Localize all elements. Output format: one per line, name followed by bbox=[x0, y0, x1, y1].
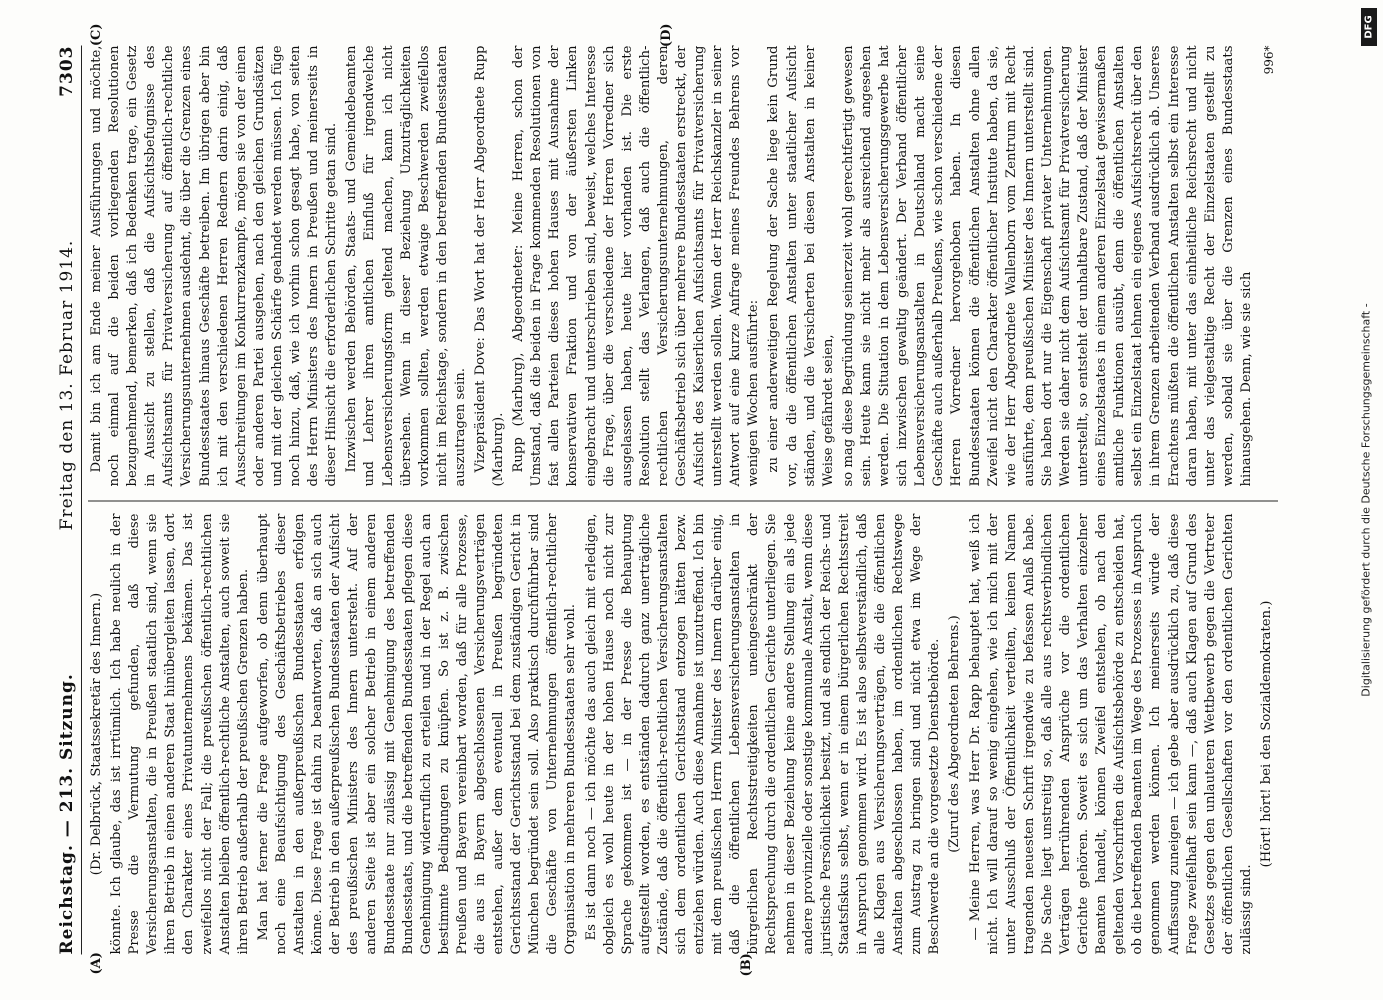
paragraph: Damit bin ich am Ende meiner Ausführungen und möchte, noch einmal auf die beiden vorliegenden Resolutionen bezugnehmend, bemerken, daß ich Bedenken trage, ein Gesetz in Aussicht zu stellen, daß die Aufsichtsbefugnisse des Aufsichtsamts für Privatversicherung auf öffentlich-rechtliche Versicherungsunternehmen ausdehnt, die über die Grenzen eines Bundesstaates hinaus Geschäfte betreiben. Im übrigen aber bin ich mit den verschiedenen Herren Rednern darin einig, daß Ausschreitungen im Konkurrenzkampfe, mögen sie von der einen oder anderen Partei ausgehen, nach den gleichen Grundsätzen und mit der gleichen Schärfe geahndet werden müssen. Ich füge noch hinzu, daß, wie ich vorhin schon gesagt habe, von seiten des Herrn Ministers des Innern in Preußen und meinerseits in dieser Hinsicht die erforderlichen Schritte getan sind. bbox=[88, 45, 339, 487]
paragraph: Inzwischen werden Behörden, Staats- und Gemeindebeamten und Lehrer ihren amtlichen Einfluß für irgendwelche Lebensversicherungsform geltend machen, kann ich nicht übersehen. Wenn in dieser Beziehung Unzuträglichkeiten vorkommen sollten, werden etwaige Beschwerden zweifellos nicht im Reichstage, sondern in den betreffenden Bundesstaaten auszutragen sein. bbox=[343, 45, 468, 487]
signature-mark: 996* bbox=[1261, 45, 1276, 75]
margin-mark-d: (D) bbox=[658, 23, 674, 48]
left-column bbox=[88, 501, 1278, 977]
margin-mark-c: (C) bbox=[88, 23, 104, 47]
paragraph: Rupp (Marburg), Abgeordneter: Meine Herren, schon der Umstand, daß die beiden in Frage kommenden Resolutionen von fast allen Parteien dieses hohen Hauses mit Ausnahme der konservativen Fraktion und von der äußersten Linken eingebracht und unterschrieben sind, beweist, welches Interesse die Frage, über die verschiedene der Herren Vorredner sich ausgelassen haben, heute hier vorhanden ist. Die erste Resolution stellt das Verlangen, daß auch die öffentlich-rechtlichen Versicherungsunternehmungen, deren Geschäftsbetrieb sich über mehrere Bundesstaaten erstreckt, der Aufsicht des Kaiserlichen Aufsichtsamts für Privatversicherung unterstellt werden sollen. Wenn der Herr Reichskanzler in seiner Antwort auf eine kurze Anfrage meines Freundes Behrens vor wenigen Wochen ausführte: bbox=[510, 45, 761, 487]
page-number: 7303 bbox=[56, 45, 77, 97]
paragraph: Man hat ferner die Frage aufgeworfen, ob denn überhaupt noch eine Beaufsichtigung des Geschäftsbetriebes dieser Anstalten in den außerpreußischen Bundesstaaten erfolgen könne. Diese Frage ist dahin zu beantworten, daß an sich auch der Betrieb in den außerpreußischen Bundesstaaten der Aufsicht des preußischen Ministers des Innern untersteht. Auf der anderen Seite ist aber ein solcher Betrieb in einem anderen Bundesstaate nur zulässig mit Genehmigung des betreffenden Bundesstaats, und die betreffenden Bundesstaaten pflegen diese Genehmigung widerruflich zu erteilen und in der Regel auch an bestimmte Bedingungen zu knüpfen. So ist z. B. zwischen Preußen und Bayern vereinbart worden, daß für alle Prozesse, die aus in Bayern abgeschlossenen Versicherungsverträgen entstehen, außer dem eventuell in Preußen begründeten Gerichtsstand der Gerichtsstand bei dem zuständigen Gericht in München begründet sein soll. Also praktisch durchführbar sind die Geschäfte von Unternehmungen öffentlich-rechtlicher Organisation in mehreren Bundesstaaten sehr wohl. bbox=[255, 513, 578, 955]
rotated-page-content bbox=[47, 23, 1337, 977]
quotation: zu einer anderweitigen Regelung der Sache liege kein Grund vor, da die öffentlichen Anstalten unter staatlicher Aufsicht ständen, und die Versicherten bei diesen Anstalten in keiner Weise gefährdet seien, bbox=[765, 45, 836, 487]
header-session: Reichstag. — 213. Sitzung. bbox=[56, 673, 77, 955]
page-header bbox=[57, 46, 82, 955]
margin-mark-a: (A) bbox=[88, 952, 104, 975]
margin-mark-b: (B) bbox=[738, 953, 754, 977]
paragraph: — Meine Herren, was Herr Dr. Rapp behauptet hat, weiß ich nicht. Ich will darauf so wenig eingehen, wie ich mich mit der unter Ausschluß der Öffentlichkeit verteilten, keinen Namen tragenden neuesten Schrift irgendwie zu befassen Anlaß habe. Die Sache liegt unstreitig so, daß alle aus rechtsverbindlichen Verträgen herrührenden Ansprüche vor die ordentlichen Gerichte gehören. Soweit es sich um das Verhalten einzelner Beamten handelt, können Zweifel entstehen, ob nach den geltenden Vorschriften die Aufsichtsbehörde zu entscheiden hat, ob die betreffenden Beamten im Wege des Prozesses in Anspruch genommen werden können. Ich meinerseits würde der Auffassung zuneigen — ich gebe aber ausdrücklich zu, daß diese Frage zweifelhaft sein kann —, daß auch Klagen auf Grund des Gesetzes gegen den unlauteren Wettbewerb gegen die Vertreter der öffentlichen Gesellschaften vor den ordentlichen Gerichten zulässig sind. bbox=[967, 513, 1254, 955]
dfg-logo-text: DFG bbox=[1363, 15, 1375, 39]
right-column bbox=[88, 23, 1278, 487]
text-columns bbox=[88, 23, 1278, 977]
paragraph: Vizepräsident Dove: Das Wort hat der Herr Abgeordnete Rupp (Marburg). bbox=[472, 45, 506, 487]
header-date: Freitag den 13. Februar 1914. bbox=[56, 239, 77, 531]
speaker-attribution: (Dr. Delbrück, Staatssekretär des Innern.) bbox=[88, 592, 104, 876]
digitization-credit bbox=[1357, 90, 1375, 910]
credit-text: Digitalisierung gefördert durch die Deutsche Forschungsgemeinschaft - bbox=[1359, 303, 1373, 697]
paragraph: so mag diese Begründung seinerzeit wohl gerechtfertigt gewesen sein. Heute kann sie nicht mehr als ausreichend angesehen werden. Die Situation in dem Lebensversicherungsgewerbe hat sich inzwischen gewaltig geändert. Der Verband öffentlicher Lebensversicherungsanstalten in Deutschland macht seine Geschäfte auch außerhalb Preußens, wie schon verschiedene der Herren Vorredner hervorgehoben haben. In diesen Bundesstaaten können die öffentlichen Anstalten ohne allen Zweifel nicht den Charakter öffentlicher Institute haben, da sie, wie der Herr Abgeordnete Wallenborn vom Zentrum mit Recht ausführte, dem preußischen Minister des Innern unterstellt sind. Sie haben dort nur die Eigenschaft privater Unternehmungen. Werden sie daher nicht dem Aufsichtsamt für Privatversicherung unterstellt, so entsteht der unhaltbare Zustand, daß der Minister eines Einzelstaates in einem anderen Einzelstaat gewissermaßen amtliche Funktionen ausübt, denn die öffentlichen Anstalten selbst ein Einzelstaat lehnen ein eigenes Aufsichtsrecht über den in ihrem Grenzen arbeitenden Verband ausdrücklich ab. Unseres Erachtens müßten die öffentlichen Anstalten selbst ein Interesse daran haben, mit unter das einheitliche Reichsrecht und nicht unter das vielgestaltige Recht der Einzelstaaten gestellt zu werden, sobald sie über die Grenzen eines Bundesstaats hinausgehen. Denn, wie sie sich bbox=[840, 45, 1254, 487]
dfg-logo bbox=[1361, 8, 1377, 46]
interjection: (Zuruf des Abgeordneten Behrens.) bbox=[946, 615, 962, 853]
interjection: (Hört! hört! bei den Sozialdemokraten.) bbox=[1258, 600, 1274, 868]
paragraph: Es ist dann noch — ich möchte das auch gleich mit erledigen, obgleich es wohl heute in der hohen Hause noch nicht zur Sprache gekommen ist — in der Presse die Behauptung aufgestellt worden, es entständen dadurch ganz unerträgliche Zustände, daß die öffentlich-rechtlichen Versicherungsanstalten sich dem ordentlichen Gerichtsstand entzogen hätten bezw. entziehen würden. Auch diese Annahme ist unzutreffend. Ich bin mit dem preußischen Herrn Minister des Innern darüber einig, daß die öffentlichen Lebensversicherungsanstalten in bürgerlichen Rechtsstreitigkeiten uneingeschränkt der Rechtsprechung durch die ordentlichen Gerichte unterliegen. Sie nehmen in dieser Beziehung keine andere Stellung ein als jede andere provinzielle oder sonstige kommunale Anstalt, wenn diese juristische Persönlichkeit besitzt, und als endlich der Reichs- und Staatsfiskus selbst, wenn er in einem bürgerlichen Rechtsstreit in Anspruch genommen wird. Es ist also selbstverständlich, daß alle Klagen aus Versicherungsverträgen, die die öffentlichen Anstalten abgeschlossen haben, im ordentlichen Rechtswege zum Austrag zu bringen sind und nicht etwa im Wege der Beschwerde an die vorgesetzte Dienstbehörde. bbox=[583, 513, 942, 955]
paragraph: könnte. Ich glaube, das ist irrtümlich. Ich habe neulich in der Presse die Vermutung gefunden, daß diese Versicherungsanstalten, die in Preußen staatlich sind, wenn sie ihren Betrieb in einen anderen Staat hinübergleiten lassen, dort den Charakter eines Privatunternehmens bekämen. Das ist zweifellos nicht der Fall; die preußischen öffentlich-rechtlichen Anstalten bleiben öffentlich-rechtliche Anstalten, auch soweit sie ihren Betrieb außerhalb der preußischen Grenzen haben. bbox=[108, 513, 251, 955]
